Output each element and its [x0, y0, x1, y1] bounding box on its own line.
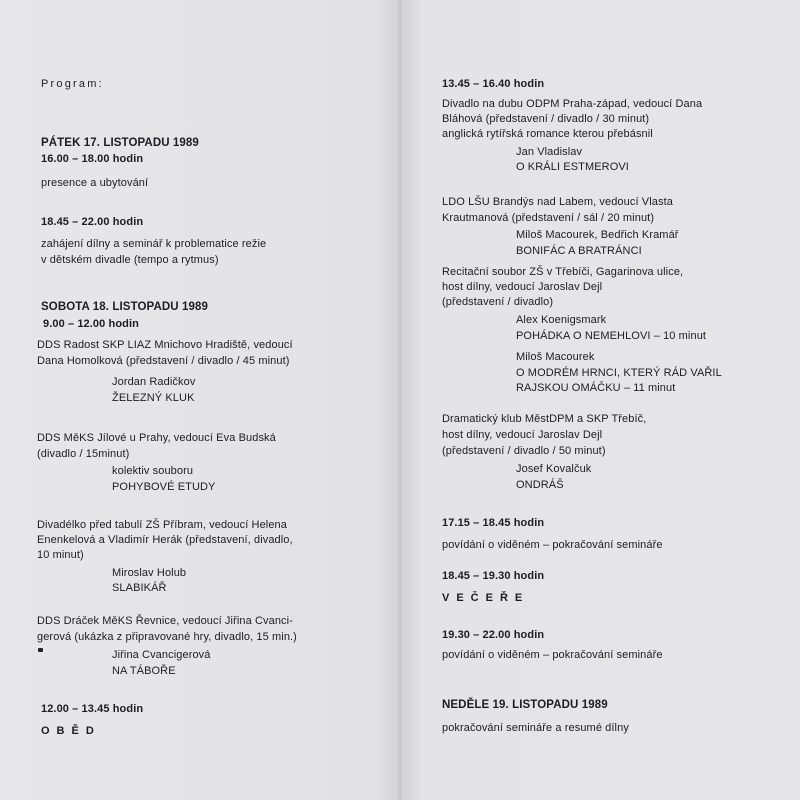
- entry-6-line-1: LDO LŠU Brandýs nad Labem, vedoucí Vlasta: [442, 196, 673, 208]
- entry-3-line-2: Enenkelová a Vladimír Herák (představení, divadlo,: [37, 534, 293, 546]
- friday-time-1: 16.00 – 18.00 hodin: [41, 153, 144, 165]
- program-heading: Program:: [41, 78, 104, 90]
- entry-7-line-2: host dílny, vedoucí Jaroslav Dejl: [442, 281, 603, 293]
- entry-4-title: NA TÁBOŘE: [112, 665, 176, 677]
- saturday-time-1: 9.00 – 12.00 hodin: [43, 318, 139, 330]
- entry-3-line-3: 10 minut): [37, 549, 84, 561]
- friday-event-2-line-2: v dětském divadle (tempo a rytmus): [41, 254, 219, 266]
- entry-4-author: Jiřina Cvancigerová: [112, 649, 211, 661]
- entry-2-line-1: DDS MěKS Jílové u Prahy, vedoucí Eva Budská: [37, 432, 276, 444]
- saturday-time-4: 17.15 – 18.45 hodin: [442, 517, 545, 529]
- entry-3-author: Miroslav Holub: [112, 567, 187, 579]
- ink-mark: [38, 648, 43, 652]
- entry-1-line-1: DDS Radost SKP LIAZ Mnichovo Hradiště, vedoucí: [37, 339, 293, 351]
- entry-3-title: SLABIKÁŘ: [112, 582, 167, 594]
- entry-2-author: kolektiv souboru: [112, 465, 194, 477]
- entry-7-line-3: (představení / divadlo): [442, 296, 554, 308]
- saturday-time-5: 18.45 – 19.30 hodin: [442, 570, 545, 582]
- entry-8-author: Josef Kovalčuk: [516, 463, 592, 475]
- saturday-time-3: 13.45 – 16.40 hodin: [442, 78, 545, 90]
- entry-7-title-2-line-1: O MODRÉM HRNCI, KTERÝ RÁD VAŘIL: [516, 367, 722, 379]
- entry-7-title-2-line-2: RAJSKOU OMÁČKU – 11 minut: [516, 382, 676, 394]
- entry-8-line-1: Dramatický klub MěstDPM a SKP Třebíč,: [442, 413, 647, 425]
- sunday-event: pokračování semináře a resumé dílny: [442, 722, 629, 734]
- seminar-continuation-2: povídání o viděném – pokračování semináře: [442, 649, 663, 661]
- entry-5-line-2: Bláhová (představení / divadlo / 30 minut): [442, 113, 650, 125]
- entry-6-author: Miloš Macourek, Bedřich Kramář: [516, 229, 679, 241]
- entry-8-line-3: (představení / divadlo / 50 minut): [442, 445, 606, 457]
- friday-event-2-line-1: zahájení dílny a seminář k problematice režie: [41, 238, 267, 250]
- entry-1-line-2: Dana Homolková (představení / divadlo / 45 minut): [37, 355, 290, 367]
- friday-heading: PÁTEK 17. LISTOPADU 1989: [41, 137, 199, 149]
- seminar-continuation-1: povídání o viděném – pokračování semináře: [442, 539, 663, 551]
- entry-2-title: POHYBOVÉ ETUDY: [112, 481, 216, 493]
- entry-7-author-2: Miloš Macourek: [516, 351, 595, 363]
- entry-6-title: BONIFÁC A BRATRÁNCI: [516, 245, 642, 257]
- entry-7-author-1: Alex Koenigsmark: [516, 314, 607, 326]
- saturday-time-2: 12.00 – 13.45 hodin: [41, 703, 144, 715]
- entry-7-line-1: Recitační soubor ZŠ v Třebíči, Gagarinova ulice,: [442, 266, 684, 278]
- entry-7-title-1: POHÁDKA O NEMEHLOVI – 10 minut: [516, 330, 707, 342]
- entry-4-line-2: gerová (ukázka z připravované hry, divadlo, 15 min.): [37, 631, 297, 643]
- entry-5-title: O KRÁLI ESTMEROVI: [516, 161, 629, 173]
- entry-3-line-1: Divadélko před tabulí ZŠ Příbram, vedoucí Helena: [37, 519, 287, 531]
- entry-8-title: ONDRÁŠ: [516, 479, 564, 491]
- entry-5-author: Jan Vladislav: [516, 146, 583, 158]
- entry-1-title: ŽELEZNÝ KLUK: [112, 392, 195, 404]
- entry-1-author: Jordan Radičkov: [112, 376, 196, 388]
- friday-time-2: 18.45 – 22.00 hodin: [41, 216, 144, 228]
- entry-6-line-2: Krautmanová (představení / sál / 20 minut): [442, 212, 655, 224]
- lunch-heading: OBĚD: [41, 725, 101, 737]
- entry-5-line-1: Divadlo na dubu ODPM Praha-západ, vedoucí Dana: [442, 98, 703, 110]
- saturday-heading: SOBOTA 18. LISTOPADU 1989: [41, 301, 208, 313]
- dinner-heading: VEČEŘE: [442, 592, 530, 604]
- entry-4-line-1: DDS Dráček MěKS Řevnice, vedoucí Jiřina Cvanci-: [37, 615, 293, 627]
- entry-2-line-2: (divadlo / 15minut): [37, 448, 130, 460]
- sunday-heading: NEDĚLE 19. LISTOPADU 1989: [442, 699, 608, 711]
- friday-event-1: presence a ubytování: [41, 177, 149, 189]
- entry-5-line-3: anglická rytířská romance kterou přebásnil: [442, 128, 653, 140]
- entry-8-line-2: host dílny, vedoucí Jaroslav Dejl: [442, 429, 603, 441]
- saturday-time-6: 19.30 – 22.00 hodin: [442, 629, 545, 641]
- right-column: [400, 0, 800, 800]
